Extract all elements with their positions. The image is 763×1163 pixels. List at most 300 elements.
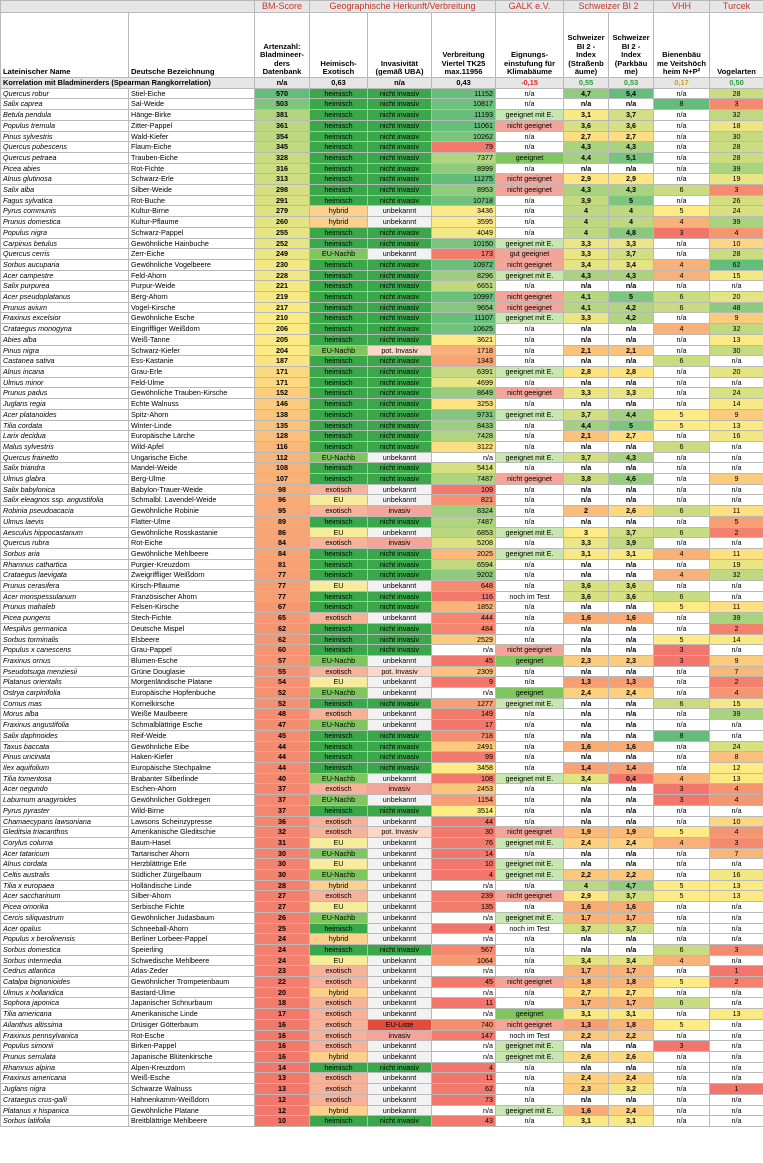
bi2-street-index-cell: 1,7 bbox=[564, 998, 609, 1009]
invasiveness-cell: nicht invasiv bbox=[368, 259, 432, 270]
latin-name-cell: Platanus orientalis bbox=[1, 677, 129, 688]
bi2-park-index-cell: n/a bbox=[609, 944, 654, 955]
origin-cell: hybrid bbox=[310, 1051, 368, 1062]
bi2-street-index-cell: n/a bbox=[564, 795, 609, 806]
bird-species-count-cell: 10 bbox=[710, 816, 763, 827]
bi2-street-index-cell: n/a bbox=[564, 666, 609, 677]
origin-cell: heimisch bbox=[310, 399, 368, 410]
origin-cell: EU bbox=[310, 527, 368, 538]
bi2-street-index-cell: n/a bbox=[564, 784, 609, 795]
bi2-street-index-cell: n/a bbox=[564, 377, 609, 388]
bi2-street-index-cell: n/a bbox=[564, 570, 609, 581]
correlation-row bbox=[1, 78, 763, 89]
bm-score-cell: 12 bbox=[255, 1094, 310, 1105]
latin-name-cell: Alnus glutinosa bbox=[1, 174, 129, 185]
origin-cell: exotisch bbox=[310, 1073, 368, 1084]
invasiveness-cell: nicht invasiv bbox=[368, 548, 432, 559]
climate-suitability-cell: n/a bbox=[496, 784, 564, 795]
latin-name-cell: Taxus baccata bbox=[1, 741, 129, 752]
latin-name-cell: Quercus robur bbox=[1, 88, 129, 99]
distribution-cell: 9 bbox=[432, 677, 496, 688]
climate-suitability-cell: geeignet mit E. bbox=[496, 238, 564, 249]
bi2-park-index-cell: 1,6 bbox=[609, 902, 654, 913]
invasiveness-cell: unbekannt bbox=[368, 217, 432, 228]
latin-name-cell: Betula pendula bbox=[1, 110, 129, 121]
climate-suitability-cell: n/a bbox=[496, 463, 564, 474]
latin-name-cell: Malus sylvestris bbox=[1, 441, 129, 452]
origin-cell: exotisch bbox=[310, 666, 368, 677]
invasiveness-cell: unbekannt bbox=[368, 1073, 432, 1084]
distribution-cell: 10997 bbox=[432, 292, 496, 303]
german-name-cell: Breitblättrige Mehlbeere bbox=[129, 1116, 255, 1127]
latin-name-cell: Rhamnus cathartica bbox=[1, 559, 129, 570]
latin-name-cell: Quercus cerris bbox=[1, 249, 129, 260]
bee-tree-score-cell: n/a bbox=[654, 912, 710, 923]
origin-cell: hybrid bbox=[310, 217, 368, 228]
origin-cell: EU-Nachb bbox=[310, 720, 368, 731]
bird-species-count-cell: n/a bbox=[710, 281, 763, 292]
bird-species-count-cell: n/a bbox=[710, 1105, 763, 1116]
bm-score-cell: 28 bbox=[255, 880, 310, 891]
german-name-cell: Gewöhnliche Platane bbox=[129, 1105, 255, 1116]
bee-tree-score-cell: n/a bbox=[654, 1084, 710, 1095]
table-row bbox=[1, 773, 763, 784]
distribution-cell: 11152 bbox=[432, 88, 496, 99]
distribution-cell: 3514 bbox=[432, 805, 496, 816]
invasiveness-cell: nicht invasiv bbox=[368, 238, 432, 249]
table-row bbox=[1, 655, 763, 666]
climate-suitability-cell: geeignet mit E. bbox=[496, 1105, 564, 1116]
distribution-cell: 11 bbox=[432, 1073, 496, 1084]
latin-name-cell: Salix purpurea bbox=[1, 281, 129, 292]
german-name-cell: Feld-Ahorn bbox=[129, 270, 255, 281]
bee-tree-score-cell: n/a bbox=[654, 1062, 710, 1073]
latin-name-cell: Sorbus aucuparia bbox=[1, 259, 129, 270]
bi2-park-index-cell: n/a bbox=[609, 752, 654, 763]
invasiveness-cell: unbekannt bbox=[368, 1009, 432, 1020]
bm-score-cell: 65 bbox=[255, 613, 310, 624]
latin-name-cell: Picea abies bbox=[1, 163, 129, 174]
bee-tree-score-cell: 4 bbox=[654, 217, 710, 228]
climate-suitability-cell: n/a bbox=[496, 666, 564, 677]
climate-suitability-cell: nicht geeignet bbox=[496, 292, 564, 303]
bm-score-cell: 112 bbox=[255, 452, 310, 463]
invasiveness-cell: pot. Invasiv bbox=[368, 345, 432, 356]
bee-tree-score-cell: 4 bbox=[654, 324, 710, 335]
invasiveness-cell: unbekannt bbox=[368, 795, 432, 806]
origin-cell: heimisch bbox=[310, 377, 368, 388]
table-row bbox=[1, 366, 763, 377]
bird-species-count-cell: 32 bbox=[710, 324, 763, 335]
origin-cell: heimisch bbox=[310, 420, 368, 431]
bee-tree-score-cell: n/a bbox=[654, 388, 710, 399]
bm-score-cell: 12 bbox=[255, 1105, 310, 1116]
bee-tree-score-cell: 5 bbox=[654, 420, 710, 431]
table-row bbox=[1, 152, 763, 163]
invasiveness-cell: nicht invasiv bbox=[368, 366, 432, 377]
bm-score-cell: 146 bbox=[255, 399, 310, 410]
german-name-cell: Flatter-Ulme bbox=[129, 516, 255, 527]
latin-name-cell: Larix decidua bbox=[1, 431, 129, 442]
distribution-cell: 2453 bbox=[432, 784, 496, 795]
bi2-street-index-cell: 3,3 bbox=[564, 249, 609, 260]
bm-score-cell: 354 bbox=[255, 131, 310, 142]
bee-tree-score-cell: n/a bbox=[654, 859, 710, 870]
bi2-park-index-cell: 0,4 bbox=[609, 773, 654, 784]
distribution-cell: 2491 bbox=[432, 741, 496, 752]
latin-name-cell: Acer campestre bbox=[1, 270, 129, 281]
bi2-street-index-cell: 3,7 bbox=[564, 409, 609, 420]
bi2-park-index-cell: 2,1 bbox=[609, 345, 654, 356]
bm-score-cell: 503 bbox=[255, 99, 310, 110]
bm-score-cell: 328 bbox=[255, 152, 310, 163]
climate-suitability-cell: n/a bbox=[496, 955, 564, 966]
table-row bbox=[1, 795, 763, 806]
correlation-value: n/a bbox=[368, 78, 432, 89]
bm-score-cell: 77 bbox=[255, 591, 310, 602]
distribution-cell: 4 bbox=[432, 1062, 496, 1073]
distribution-cell: 45 bbox=[432, 655, 496, 666]
table-row bbox=[1, 634, 763, 645]
table-row bbox=[1, 163, 763, 174]
climate-suitability-cell: geeignet mit E. bbox=[496, 548, 564, 559]
distribution-cell: n/a bbox=[432, 1041, 496, 1052]
correlation-value: n/a bbox=[255, 78, 310, 89]
bee-tree-score-cell: n/a bbox=[654, 131, 710, 142]
origin-cell: heimisch bbox=[310, 356, 368, 367]
latin-name-cell: Laburnum anagyroides bbox=[1, 795, 129, 806]
origin-cell: exotisch bbox=[310, 1094, 368, 1105]
bi2-park-index-cell: n/a bbox=[609, 377, 654, 388]
table-row bbox=[1, 1019, 763, 1030]
bee-tree-score-cell: n/a bbox=[654, 763, 710, 774]
table-row bbox=[1, 110, 763, 121]
distribution-cell: n/a bbox=[432, 934, 496, 945]
column-group-header: GALK e.V. bbox=[496, 1, 564, 13]
origin-cell: heimisch bbox=[310, 645, 368, 656]
bi2-street-index-cell: 3,7 bbox=[564, 923, 609, 934]
bm-score-cell: 44 bbox=[255, 752, 310, 763]
bi2-park-index-cell: n/a bbox=[609, 324, 654, 335]
origin-cell: heimisch bbox=[310, 324, 368, 335]
distribution-cell: 79 bbox=[432, 142, 496, 153]
bm-score-cell: 84 bbox=[255, 548, 310, 559]
bee-tree-score-cell: n/a bbox=[654, 1030, 710, 1041]
climate-suitability-cell: geeignet bbox=[496, 688, 564, 699]
bm-score-cell: 62 bbox=[255, 634, 310, 645]
bm-score-cell: 570 bbox=[255, 88, 310, 99]
distribution-cell: 3621 bbox=[432, 334, 496, 345]
distribution-cell: 8433 bbox=[432, 420, 496, 431]
origin-cell: EU-Nachb bbox=[310, 688, 368, 699]
latin-name-cell: Pseudotsuga menziesii bbox=[1, 666, 129, 677]
column-header: Bienenbäu me Veitshöch heim N+P² bbox=[654, 13, 710, 78]
bird-species-count-cell: n/a bbox=[710, 934, 763, 945]
table-row bbox=[1, 805, 763, 816]
invasiveness-cell: nicht invasiv bbox=[368, 698, 432, 709]
bi2-street-index-cell: n/a bbox=[564, 559, 609, 570]
bm-score-cell: 171 bbox=[255, 377, 310, 388]
latin-name-cell: Fraxinus ornus bbox=[1, 655, 129, 666]
bird-species-count-cell: n/a bbox=[710, 377, 763, 388]
invasiveness-cell: nicht invasiv bbox=[368, 185, 432, 196]
bird-species-count-cell: 3 bbox=[710, 944, 763, 955]
latin-name-cell: Salix triandra bbox=[1, 463, 129, 474]
bi2-street-index-cell: 3,6 bbox=[564, 581, 609, 592]
bee-tree-score-cell: n/a bbox=[654, 720, 710, 731]
bird-species-count-cell: 9 bbox=[710, 474, 763, 485]
bee-tree-score-cell: n/a bbox=[654, 1009, 710, 1020]
bi2-street-index-cell: n/a bbox=[564, 709, 609, 720]
table-row bbox=[1, 912, 763, 923]
german-name-cell: Europäische Stechpalme bbox=[129, 763, 255, 774]
bi2-park-index-cell: 1,8 bbox=[609, 977, 654, 988]
table-row bbox=[1, 238, 763, 249]
climate-suitability-cell: n/a bbox=[496, 570, 564, 581]
table-row bbox=[1, 345, 763, 356]
bi2-street-index-cell: 3,1 bbox=[564, 548, 609, 559]
bee-tree-score-cell: 3 bbox=[654, 795, 710, 806]
climate-suitability-cell: n/a bbox=[496, 420, 564, 431]
latin-name-cell: Acer monspessulanum bbox=[1, 591, 129, 602]
bee-tree-score-cell: 3 bbox=[654, 227, 710, 238]
bee-tree-score-cell: 5 bbox=[654, 602, 710, 613]
bi2-park-index-cell: n/a bbox=[609, 484, 654, 495]
climate-suitability-cell: nicht geeignet bbox=[496, 977, 564, 988]
table-row bbox=[1, 463, 763, 474]
distribution-cell: 8999 bbox=[432, 163, 496, 174]
latin-name-cell: Fraxinus pennsylvanica bbox=[1, 1030, 129, 1041]
bi2-park-index-cell: 4,2 bbox=[609, 302, 654, 313]
bird-species-count-cell: n/a bbox=[710, 805, 763, 816]
bi2-park-index-cell: 2,4 bbox=[609, 1105, 654, 1116]
climate-suitability-cell: nicht geeignet bbox=[496, 474, 564, 485]
german-name-cell: Feld-Ulme bbox=[129, 377, 255, 388]
correlation-value: 0,50 bbox=[710, 78, 763, 89]
table-row bbox=[1, 602, 763, 613]
table-row bbox=[1, 763, 763, 774]
table-row bbox=[1, 174, 763, 185]
latin-name-cell: Acer pseudoplatanus bbox=[1, 292, 129, 303]
bi2-park-index-cell: n/a bbox=[609, 163, 654, 174]
invasiveness-cell: unbekannt bbox=[368, 977, 432, 988]
bee-tree-score-cell: n/a bbox=[654, 805, 710, 816]
invasiveness-cell: nicht invasiv bbox=[368, 730, 432, 741]
distribution-cell: 7487 bbox=[432, 516, 496, 527]
bi2-street-index-cell: 1,6 bbox=[564, 1105, 609, 1116]
german-name-cell: Rot-Fichte bbox=[129, 163, 255, 174]
bird-species-count-cell: 24 bbox=[710, 206, 763, 217]
distribution-cell: n/a bbox=[432, 1009, 496, 1020]
distribution-cell: 6853 bbox=[432, 527, 496, 538]
bee-tree-score-cell: 3 bbox=[654, 1041, 710, 1052]
bm-score-cell: 205 bbox=[255, 334, 310, 345]
bi2-park-index-cell: n/a bbox=[609, 356, 654, 367]
german-name-cell: Grau-Erle bbox=[129, 366, 255, 377]
table-row bbox=[1, 131, 763, 142]
climate-suitability-cell: geeignet mit E. bbox=[496, 270, 564, 281]
latin-name-cell: Pyrus communis bbox=[1, 206, 129, 217]
bi2-park-index-cell: n/a bbox=[609, 805, 654, 816]
bm-score-cell: 210 bbox=[255, 313, 310, 324]
distribution-cell: n/a bbox=[432, 987, 496, 998]
origin-cell: heimisch bbox=[310, 110, 368, 121]
invasiveness-cell: unbekannt bbox=[368, 934, 432, 945]
latin-name-cell: Picea pungens bbox=[1, 613, 129, 624]
bird-species-count-cell: 20 bbox=[710, 366, 763, 377]
german-name-cell: Eingriffliger Weißdorn bbox=[129, 324, 255, 335]
bi2-street-index-cell: 4 bbox=[564, 206, 609, 217]
bird-species-count-cell: 3 bbox=[710, 185, 763, 196]
bi2-park-index-cell: 4,4 bbox=[609, 409, 654, 420]
table-row bbox=[1, 441, 763, 452]
column-group-header: BM-Score bbox=[255, 1, 310, 13]
bi2-street-index-cell: 3,4 bbox=[564, 955, 609, 966]
distribution-cell: 1064 bbox=[432, 955, 496, 966]
bee-tree-score-cell: 5 bbox=[654, 891, 710, 902]
origin-cell: EU-Nachb bbox=[310, 773, 368, 784]
table-row bbox=[1, 142, 763, 153]
bee-tree-score-cell: n/a bbox=[654, 934, 710, 945]
origin-cell: exotisch bbox=[310, 891, 368, 902]
climate-suitability-cell: n/a bbox=[496, 848, 564, 859]
climate-suitability-cell: geeignet mit E. bbox=[496, 859, 564, 870]
bi2-street-index-cell: 1,7 bbox=[564, 912, 609, 923]
bird-species-count-cell: 11 bbox=[710, 548, 763, 559]
climate-suitability-cell: geeignet mit E. bbox=[496, 409, 564, 420]
climate-suitability-cell: n/a bbox=[496, 559, 564, 570]
climate-suitability-cell: geeignet bbox=[496, 1009, 564, 1020]
origin-cell: heimisch bbox=[310, 698, 368, 709]
german-name-cell: Alpen-Kreuzdorn bbox=[129, 1062, 255, 1073]
column-group-header: Schweizer BI 2 bbox=[564, 1, 654, 13]
origin-cell: exotisch bbox=[310, 506, 368, 517]
bird-species-count-cell: n/a bbox=[710, 452, 763, 463]
origin-cell: exotisch bbox=[310, 816, 368, 827]
distribution-cell: n/a bbox=[432, 452, 496, 463]
invasiveness-cell: unbekannt bbox=[368, 987, 432, 998]
bi2-street-index-cell: 4,4 bbox=[564, 152, 609, 163]
bm-score-cell: 230 bbox=[255, 259, 310, 270]
bi2-street-index-cell: 1,3 bbox=[564, 1019, 609, 1030]
bi2-street-index-cell: 2,9 bbox=[564, 891, 609, 902]
bird-species-count-cell: 1 bbox=[710, 966, 763, 977]
distribution-cell: 1277 bbox=[432, 698, 496, 709]
table-row bbox=[1, 1009, 763, 1020]
climate-suitability-cell: n/a bbox=[496, 730, 564, 741]
invasiveness-cell: unbekannt bbox=[368, 966, 432, 977]
german-name-cell: Hänge-Birke bbox=[129, 110, 255, 121]
column-header: Deutsche Bezeichnung bbox=[129, 13, 255, 78]
origin-cell: heimisch bbox=[310, 99, 368, 110]
bi2-street-index-cell: n/a bbox=[564, 634, 609, 645]
climate-suitability-cell: geeignet mit E. bbox=[496, 313, 564, 324]
origin-cell: heimisch bbox=[310, 388, 368, 399]
latin-name-cell: Castanea sativa bbox=[1, 356, 129, 367]
bird-species-count-cell: 20 bbox=[710, 292, 763, 303]
bird-species-count-cell: n/a bbox=[710, 356, 763, 367]
bee-tree-score-cell: n/a bbox=[654, 238, 710, 249]
bm-score-cell: 45 bbox=[255, 730, 310, 741]
german-name-cell: Herzblättrige Erle bbox=[129, 859, 255, 870]
climate-suitability-cell: noch im Test bbox=[496, 591, 564, 602]
german-name-cell: Berg-Ulme bbox=[129, 474, 255, 485]
latin-name-cell: Tilia americana bbox=[1, 1009, 129, 1020]
bi2-street-index-cell: 4,3 bbox=[564, 185, 609, 196]
bird-species-count-cell: 2 bbox=[710, 977, 763, 988]
bm-score-cell: 249 bbox=[255, 249, 310, 260]
origin-cell: EU bbox=[310, 859, 368, 870]
latin-name-cell: Salix alba bbox=[1, 185, 129, 196]
latin-name-cell: Sorbus torminalis bbox=[1, 634, 129, 645]
bm-score-cell: 18 bbox=[255, 998, 310, 1009]
bird-species-count-cell: 4 bbox=[710, 227, 763, 238]
latin-name-cell: Ulmus glabra bbox=[1, 474, 129, 485]
bm-score-cell: 26 bbox=[255, 912, 310, 923]
bi2-street-index-cell: n/a bbox=[564, 516, 609, 527]
bee-tree-score-cell: n/a bbox=[654, 474, 710, 485]
origin-cell: EU bbox=[310, 902, 368, 913]
bird-species-count-cell: 1 bbox=[710, 1084, 763, 1095]
distribution-cell: 4699 bbox=[432, 377, 496, 388]
distribution-cell: 10718 bbox=[432, 195, 496, 206]
latin-name-cell: Salix caprea bbox=[1, 99, 129, 110]
distribution-cell: 4049 bbox=[432, 227, 496, 238]
climate-suitability-cell: nicht geeignet bbox=[496, 120, 564, 131]
latin-name-cell: Crataegus monogyna bbox=[1, 324, 129, 335]
bi2-park-index-cell: n/a bbox=[609, 399, 654, 410]
origin-cell: heimisch bbox=[310, 174, 368, 185]
climate-suitability-cell: n/a bbox=[496, 163, 564, 174]
bee-tree-score-cell: n/a bbox=[654, 1105, 710, 1116]
bm-score-cell: 36 bbox=[255, 816, 310, 827]
bi2-park-index-cell: n/a bbox=[609, 570, 654, 581]
invasiveness-cell: nicht invasiv bbox=[368, 356, 432, 367]
bee-tree-score-cell: 3 bbox=[654, 645, 710, 656]
origin-cell: heimisch bbox=[310, 602, 368, 613]
bird-species-count-cell: 30 bbox=[710, 345, 763, 356]
origin-cell: heimisch bbox=[310, 763, 368, 774]
bi2-park-index-cell: n/a bbox=[609, 934, 654, 945]
distribution-cell: 43 bbox=[432, 1116, 496, 1127]
german-name-cell: Baum-Hasel bbox=[129, 837, 255, 848]
bi2-park-index-cell: 3,7 bbox=[609, 527, 654, 538]
bird-species-count-cell: 7 bbox=[710, 666, 763, 677]
bi2-park-index-cell: n/a bbox=[609, 634, 654, 645]
bee-tree-score-cell: n/a bbox=[654, 688, 710, 699]
german-name-cell: Wild-Apfel bbox=[129, 441, 255, 452]
bi2-park-index-cell: 3,7 bbox=[609, 923, 654, 934]
german-name-cell: Französischer Ahorn bbox=[129, 591, 255, 602]
bird-species-count-cell: 13 bbox=[710, 420, 763, 431]
origin-cell: exotisch bbox=[310, 484, 368, 495]
origin-cell: heimisch bbox=[310, 752, 368, 763]
bee-tree-score-cell: n/a bbox=[654, 313, 710, 324]
invasiveness-cell: invasiv bbox=[368, 784, 432, 795]
bird-species-count-cell: 2 bbox=[710, 527, 763, 538]
bi2-street-index-cell: 4 bbox=[564, 227, 609, 238]
german-name-cell: Schwarz-Erle bbox=[129, 174, 255, 185]
bi2-park-index-cell: n/a bbox=[609, 784, 654, 795]
table-row bbox=[1, 923, 763, 934]
bm-score-cell: 30 bbox=[255, 870, 310, 881]
climate-suitability-cell: noch im Test bbox=[496, 1030, 564, 1041]
bee-tree-score-cell: n/a bbox=[654, 516, 710, 527]
distribution-cell: n/a bbox=[432, 912, 496, 923]
german-name-cell: Purgier-Kreuzdorn bbox=[129, 559, 255, 570]
invasiveness-cell: nicht invasiv bbox=[368, 805, 432, 816]
bi2-park-index-cell: n/a bbox=[609, 334, 654, 345]
